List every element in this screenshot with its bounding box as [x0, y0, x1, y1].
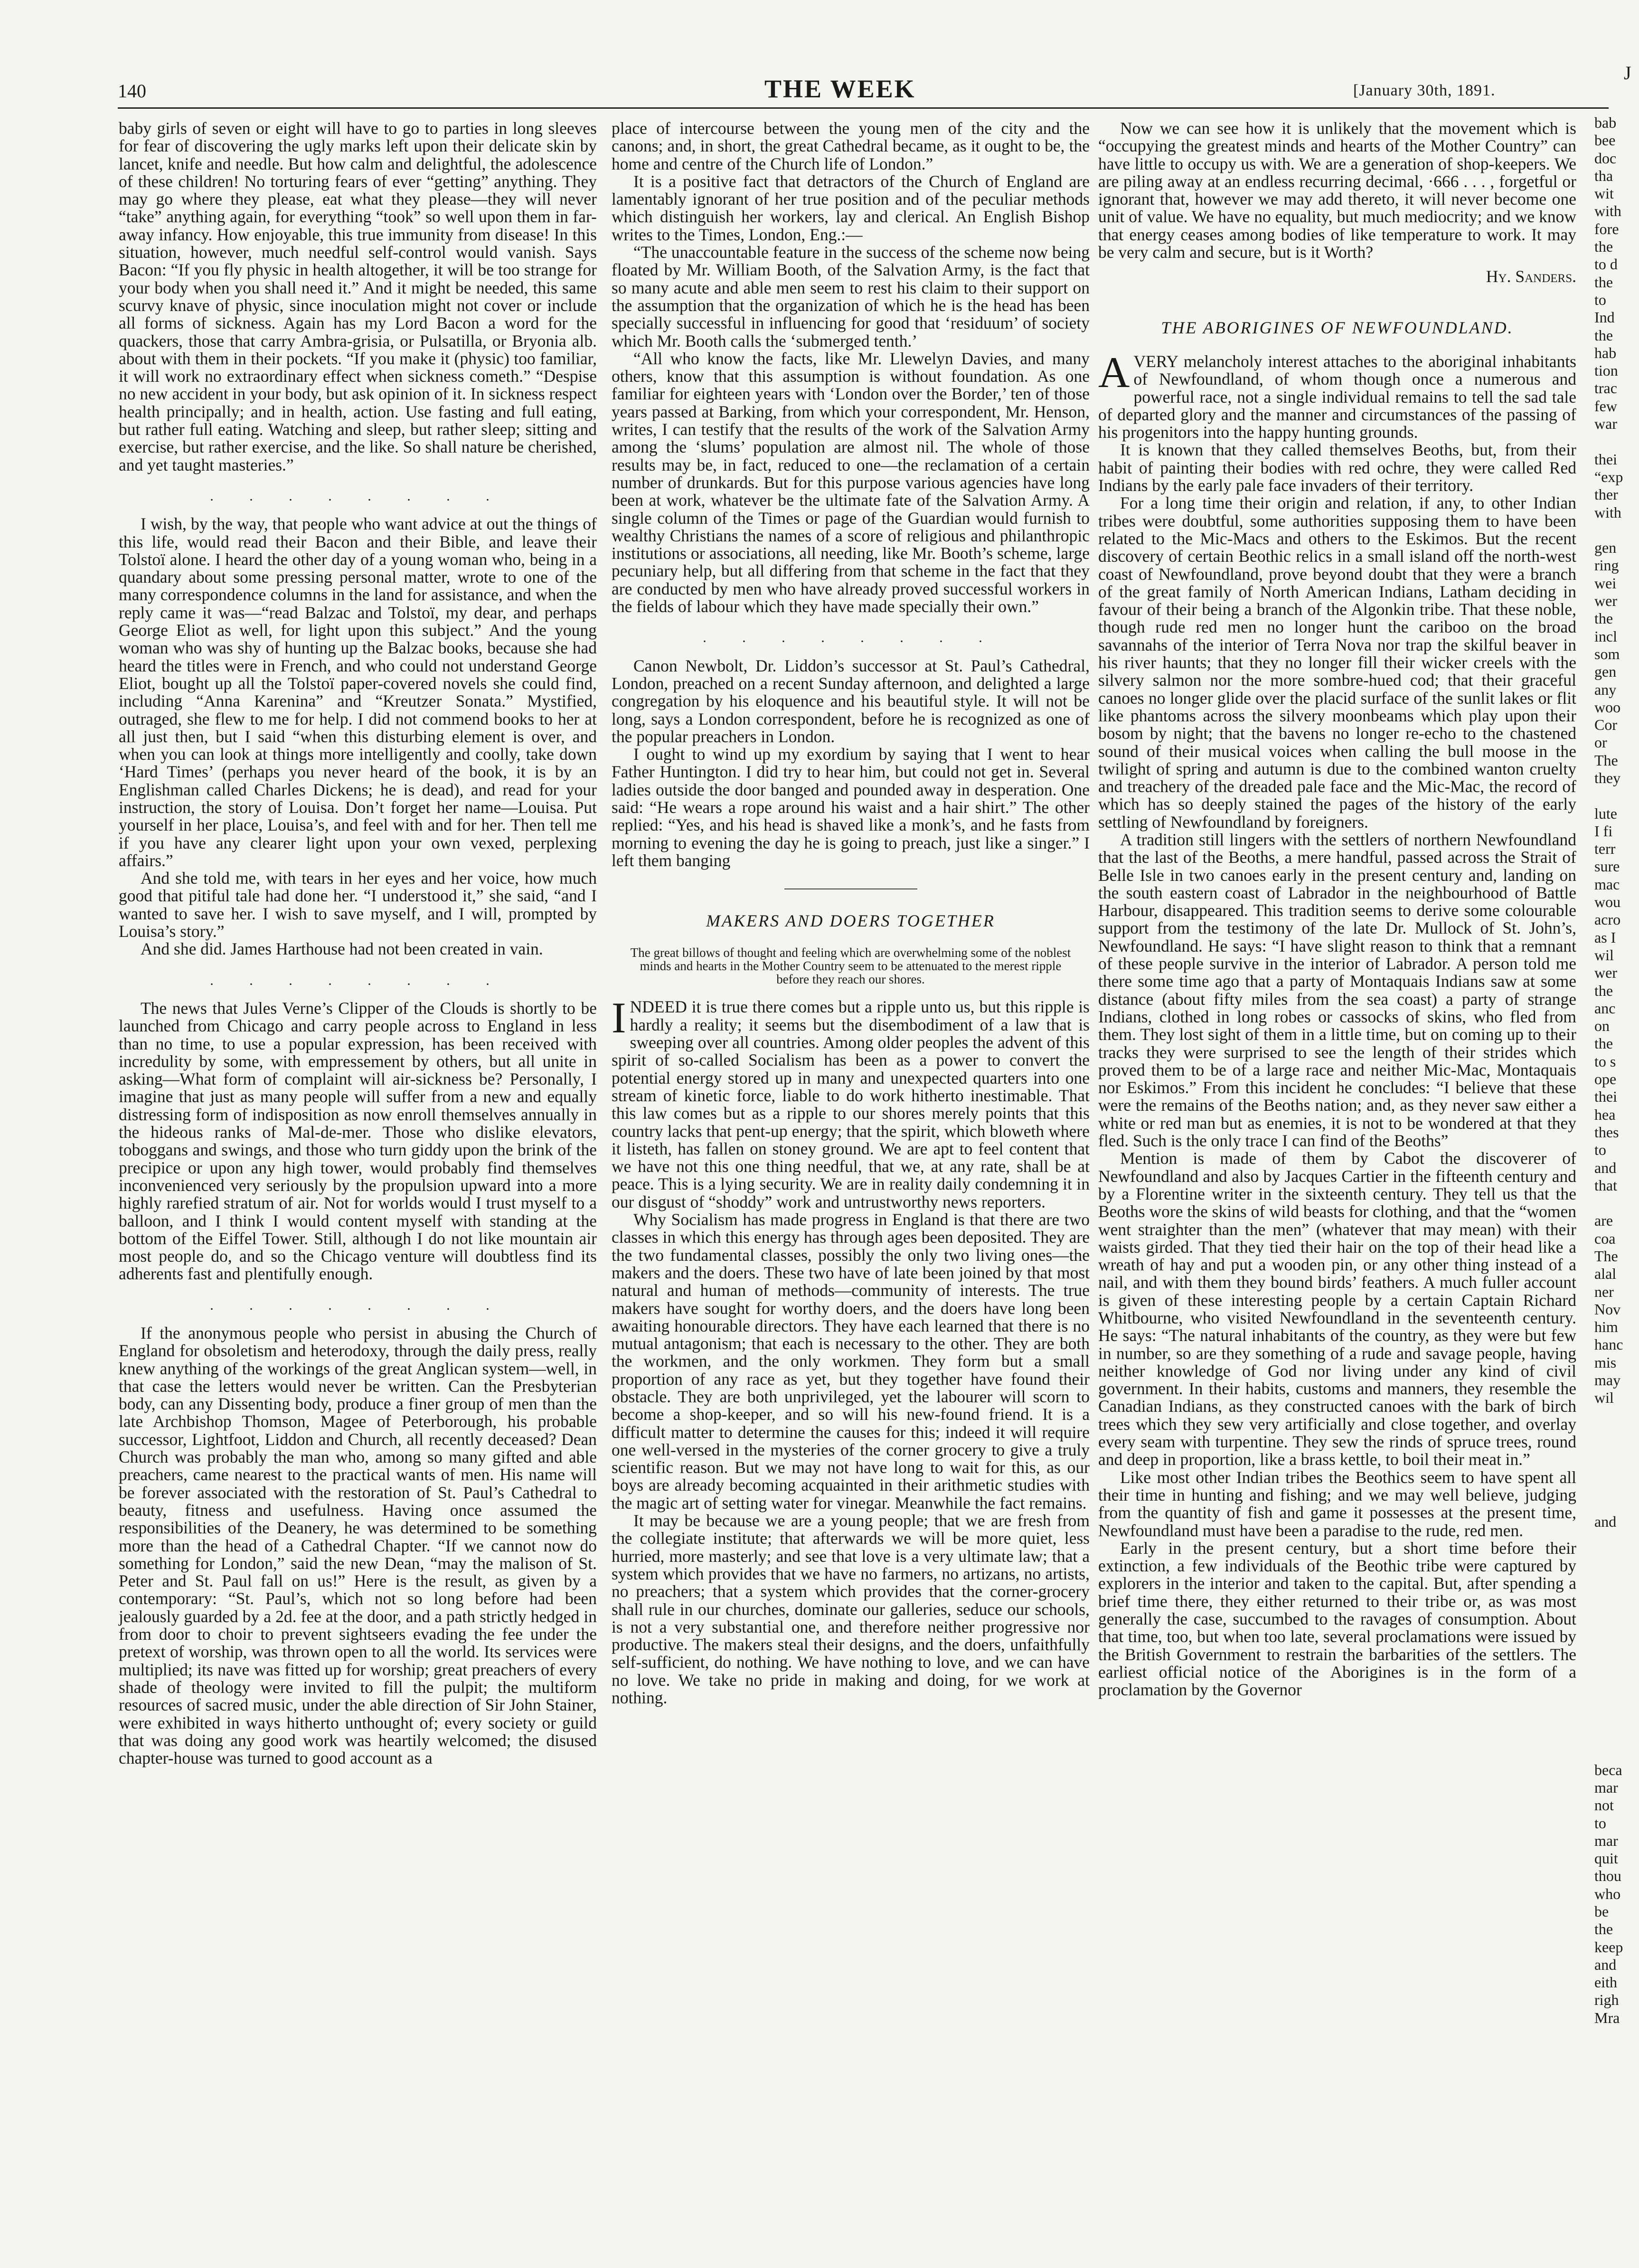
next-page-line-fragment: are	[1594, 1212, 1613, 1229]
paragraph: baby girls of seven or eight will have to go to parties in long sleeves for fear of discovering the ugly marks left upon their delicate skin by lancet, knife and needle. But how calm and delightful, the adolescence of these children! No torturing fears of ever “getting” anything. They may go where they please, eat what they please—they will never “take” anything again, for everything “took” so well upon them in far-away infancy. How enjoyable, this true immunity from disease! In this situation, however, much needful self-control would vanish. Says Bacon: “If you fly physic in health altogether, it will be too strange for your body when you shall need it.” And it might be needed, this same scurvy knave of physic, since inoculation might not cover or include all forms of sickness. Again has my Lord Bacon a word for the quackers, those that carry Ambra-grisia, or Pulsatilla, or Bryonia alb. about with them in their pockets. “If you make it (physic) too familiar, it will work no extraordinary effect when sickness cometh.” “Despise no new accident in your body, but ask opinion of it. In sickness respect health principally; and in health, action. Use fasting and full eating, but rather full eating. Watching and sleep, but rather sleep; sitting and exercise, but rather exercise, and the like. So shall nature be cherished, and yet taught masteries.”	[119, 119, 597, 474]
next-page-line-fragment: the	[1594, 326, 1613, 344]
next-page-line-fragment: Mra	[1594, 2009, 1620, 2026]
next-page-line-fragment: with	[1594, 202, 1621, 220]
paragraph-text: VERY melancholy interest attaches to the aboriginal inhabitants of Newfoundland, of whom though once a numerous and powerful race, not a single individual remains to tell the sad tale of departed glory and the manner and circumstances of the passing of his progenitors into the happy hunting grounds.	[1098, 351, 1576, 442]
next-page-line-fragment: thou	[1594, 1867, 1621, 1885]
section-divider-dots: . . . . . . . .	[210, 1297, 506, 1313]
next-page-line-fragment: wou	[1594, 893, 1621, 911]
next-page-line-fragment: mar	[1594, 1778, 1618, 1796]
paragraph: I wish, by the way, that people who want advice at out the things of this life, would read their Bacon and their Bible, and leave their Tolstoï alone. I heard the other day of a young woman who, being in a quandary about some pressing personal matter, wrote to one of the many correspondence columns in the land for assistance, and when the reply came it was—“read Balzac and Tolstoï, my dear, and perhaps George Eliot as well, for light upon this subject.” And the young woman who was shy of hunting up the Balzac books, because she had heard the titles were in French, and who could not understand George Eliot, bought up all the Tolstoï paper-covered novels she could find, including “Anna Karenina” and “Kreutzer Sonata.” Mystified, outraged, she flew to me for help. I did not commend books to her at all just then, but I said “when this disturbing element is over, and when you can look at things more intelligently and coolly, take down ‘Hard Times’ (perhaps you never heard of the book, it is by an Englishman called Charles Dickens; he is dead), and read for your instruction, the story of Louisa. Don’t forget her name—Louisa. Put yourself in her place, Louisa’s, and feel with and for her. Then tell me if you have any clearer light upon your own vexed, perplexing affairs.”	[119, 514, 597, 870]
next-page-line-fragment	[1594, 1690, 1639, 1708]
next-page-line-fragment: wei	[1594, 574, 1617, 592]
next-page-line-fragment: hea	[1594, 1106, 1616, 1123]
article-headline: THE ABORIGINES OF NEWFOUNDLAND.	[1161, 318, 1514, 337]
next-page-line-fragment: bab	[1594, 114, 1617, 131]
next-page-line-fragment	[1594, 1460, 1639, 1478]
next-page-line-fragment	[1594, 1673, 1639, 1690]
next-page-line-fragment: keep	[1594, 1938, 1623, 1956]
next-page-line-fragment: as I	[1594, 928, 1616, 946]
column-middle	[612, 120, 1090, 1707]
next-page-line-fragment: to d	[1594, 255, 1618, 273]
next-page-line-fragment: thei	[1594, 1088, 1617, 1106]
next-page-line-fragment: bee	[1594, 132, 1616, 149]
next-page-line-fragment: him	[1594, 1318, 1618, 1336]
next-page-line-fragment: sure	[1594, 858, 1620, 875]
next-page-line-fragment	[1594, 1708, 1639, 1726]
paragraph-with-dropcap	[612, 993, 1090, 1211]
next-page-line-fragment: few	[1594, 397, 1617, 415]
paragraph-with-dropcap	[1098, 348, 1576, 442]
next-page-line-fragment	[1594, 1637, 1639, 1655]
next-page-line-fragment: terr	[1594, 840, 1616, 858]
next-page-line-fragment: mis	[1594, 1353, 1617, 1371]
masthead-title: THE WEEK	[764, 75, 916, 103]
drop-cap: A	[1098, 348, 1130, 397]
next-page-line-fragment: incl	[1594, 627, 1617, 645]
paragraph: “All who know the facts, like Mr. Llewelyn Davies, and many others, know that this assumption is without foundation. As one familiar for eighteen years with ‘London over the Border,’ ten of those years passed at Barking, from which your correspondent, Mr. Henson, writes, I can testify that the results of the work of the Salvation Army among the ‘slums’ population are almost nil. The whole of those results may be, in fact, reduced to one—the reclamation of a certain number of drunkards. But for this purpose various agencies have long been at work, whatever be the ultimate fate of the Salvation Army. A single column of the Times or page of the Guardian would furnish to wealthy Christians the names of a score of religious and philanthropic institutions or associations, all needing, like Mr. Booth’s scheme, large pecuniary help, but all differing from that scheme in the fact that they are conducted by men who have already proved successful workers in the fields of labour which they have made specially their own.”	[612, 349, 1090, 616]
next-page-line-fragment: Ind	[1594, 309, 1615, 326]
next-page-line-fragment: gen	[1594, 539, 1617, 557]
next-page-line-fragment: thei	[1594, 450, 1617, 468]
author-signature: Hy. Sanders.	[1486, 267, 1576, 286]
paragraph: Early in the present century, but a short time before their extinction, a few individuals of the Beothic tribe were captured by explorers in the interior and taken to the capital. But, after spending a brief time there, they either returned to their tribe or, as was most generally the case, succumbed to the ravages of consumption. About that time, too, but when too late, several proclamations were issued by the British Government to restrain the barbarities of the settlers. The earliest official notice of the Aborigines is in the form of a proclamation by the Governor	[1098, 1538, 1576, 1700]
next-page-line-fragment	[1594, 1194, 1639, 1212]
next-page-line-fragment: may	[1594, 1371, 1621, 1389]
article-headline: MAKERS AND DOERS TOGETHER	[706, 911, 995, 931]
next-page-line-fragment: som	[1594, 645, 1620, 662]
next-page-line-fragment	[1594, 1425, 1639, 1442]
next-page-line-fragment: righ	[1594, 1991, 1619, 2009]
next-page-line-fragment	[1594, 1478, 1639, 1495]
drop-cap: I	[612, 993, 626, 1042]
next-page-line-fragment: trac	[1594, 379, 1617, 397]
next-page-line-fragment: and	[1594, 1513, 1617, 1531]
next-page-line-fragment: wil	[1594, 1389, 1614, 1407]
next-page-line-fragment: doc	[1594, 149, 1617, 167]
next-page-line-fragment: Nov	[1594, 1300, 1621, 1318]
page-number: 140	[118, 80, 146, 102]
next-page-line-fragment: the	[1594, 1035, 1613, 1052]
next-page-line-fragment: on	[1594, 1017, 1610, 1035]
next-page-line-fragment	[1594, 521, 1639, 539]
paragraph: It is known that they called themselves Beoths, but, from their habit of painting their bodies with red ochre, they were called Red Indians by the early pale face invaders of their territory.	[1098, 440, 1576, 495]
next-page-line-fragment: eith	[1594, 1974, 1617, 1991]
next-page-line-fragment	[1594, 1442, 1639, 1460]
paragraph: Mention is made of them by Cabot the discoverer of Newfoundland and also by Jacques Cartier in the fifteenth century and by a Florentine writer in the sixteenth century. They tell us that the Beoths wore the skins of wild beasts for clothing, and that the “women went straighter than the men” (whatever that may mean) with their waists girded. That they tied their hair on the top of their head like a wreath of hay and put a wooden pin, or any other thing instead of a nail, and with them they bound birds’ feathers. A much fuller account is given of these interesting people by a certain Captain Richard Whitbourne, who visited Newfoundland in the seventeenth century. He says: “The natural inhabitants of the country, as they were but few in number, so are they something of a rude and savage people, having neither knowledge of God nor living under any kind of civil government. In their habits, customs and manners, they resemble the Canadian Indians, as they constructed canoes with the bark of birch trees which they sew very artificially and close together, and overlay every seam with turpentine. They sew the rinds of spruce trees, round and deep in proportion, like a brass kettle, to boil their meat in.”	[1098, 1149, 1576, 1469]
header-rule	[118, 107, 1609, 109]
next-page-line-fragment: or	[1594, 734, 1607, 751]
paragraph: If the anonymous people who persist in abusing the Church of England for obsoletism and heterodoxy, through the daily press, really knew anything of the workings of the great Anglican system—well, in that case the letters would never be written. Can the Presbyterian body, can any Dissenting body, produce a finer group of men than the late Archbishop Thomson, Magee of Peterborough, his probable successor, Lightfoot, Liddon and Church, all recently deceased? Dean Church was probably the man who, among so many gifted and able preachers, came nearest to the practical wants of men. His name will be forever associated with the restoration of St. Paul’s Cathedral to beauty, fitness and usefulness. Having once assumed the responsibilities of the Deanery, he was determined to be something more than the head of a Cathedral Chapter. “If we cannot now do something for London,” said the new Dean, “may the malison of St. Peter and St. Paul fall on us!” Here is the result, as given by a contemporary: “St. Paul’s, which not so long before had been jealously guarded by a 2d. fee at the door, and a path strictly hedged in from door to choir to prevent sightseers evading the fee under the pretext of worship, was thrown open to all the world. Its services were multiplied; its nave was fitted up for worship; great preachers of every shade of theology were invited to fill the pulpit; the multiform resources of sacred music, under the able direction of Sir John Stainer, were exhibited in ways hitherto unthought of; every society or guild that was doing any good work was heartily welcomed; the disused chapter-house was turned to good account as a	[119, 1323, 597, 1768]
next-page-line-fragment: alal	[1594, 1265, 1617, 1283]
next-page-line-fragment: gen	[1594, 663, 1617, 680]
paragraph: And she told me, with tears in her eyes and her voice, how much good that pitiful tale had done her. “I understood it,” she said, “and I wanted to save her. I wish to save myself, and I will, prompted by Louisa’s story.”	[119, 869, 597, 941]
paragraph: “The unaccountable feature in the success of the scheme now being floated by Mr. William Booth, of the Salvation Army, is the fact that so many acute and able men seem to rest his claim to their support on the assumption that the organization of which he is the head has been specially successful in influencing for good that ‘residuum’ of society which Mr. Booth calls the ‘submerged tenth.’	[612, 243, 1090, 350]
next-page-line-fragment: be	[1594, 1902, 1609, 1920]
next-page-line-fragment: wil	[1594, 946, 1614, 964]
next-page-line-fragment: they	[1594, 769, 1621, 786]
section-divider-dots: . . . . . . . .	[210, 972, 506, 988]
next-page-line-fragment: to	[1594, 1141, 1606, 1159]
next-page-line-fragment: The	[1594, 751, 1618, 769]
next-page-line-fragment: and	[1594, 1159, 1617, 1176]
next-page-line-fragment: the	[1594, 610, 1613, 627]
paragraph: Why Socialism has made progress in England is that there are two classes in which this energy has through ages been deposited. They are the two fundamental classes, possibly the only two living ones—the makers and the doers. These two have of late been joined by that most natural and human of methods—community of interests. The true makers have sought for worthy doers, and the doers have long been awaiting honourable directors. They have each learned that there is no mutual antagonism; that each is necessary to the other. They are both the workmen, and the only workmen. They form but a small proportion of any race as yet, but they together have found their obstacle. They are both unprivileged, yet the labourer will scorn to become a shop-keeper, and so will his new-found friend. It is a difficult matter to determine the causes for this; indeed it will require one well-versed in the mysteries of the corner grocery to give a truly scientific reason. But we may not have long to wait for this, as our boys are already becoming acquainted in their arithmetic studies with the magic art of setting water for vinegar. Meanwhile the fact remains.	[612, 1210, 1090, 1512]
next-page-line-fragment: the	[1594, 238, 1613, 255]
next-page-line-fragment: Cor	[1594, 716, 1617, 734]
paragraph: Now we can see how it is unlikely that the movement which is “occupying the greatest minds and hearts of the Mother Country” can have little to occupy us with. We are a generation of shop-keepers. We are piling away at an endless recurring decimal, ·666 . . . , forgetful or ignorant that, however we may add thereto, it will never become one unit of value. We have no equality, but much mediocrity; and we know that energy ceases among bodies of like temperature to work. It may be very calm and secure, but is it Worth?	[1098, 119, 1576, 262]
next-page-line-fragment: mar	[1594, 1832, 1618, 1849]
next-page-line-fragment: hanc	[1594, 1336, 1623, 1353]
next-page-line-fragment	[1594, 1531, 1639, 1549]
next-page-line-fragment: fore	[1594, 220, 1619, 237]
next-page-line-fragment: I fi	[1594, 822, 1613, 840]
next-page-line-fragment: tha	[1594, 167, 1613, 184]
next-page-top-letter: J	[1624, 62, 1631, 84]
next-page-line-fragment: lute	[1594, 804, 1617, 822]
next-page-line-fragment: hab	[1594, 344, 1617, 361]
article-separator-rule	[784, 888, 917, 889]
next-page-line-fragment	[1594, 433, 1639, 450]
next-page-line-fragment: with	[1594, 503, 1621, 521]
section-divider-dots: . . . . . . . .	[703, 630, 998, 646]
paragraph: A tradition still lingers with the settlers of northern Newfoundland that the last of the Beoths, a mere handful, passed across the Strait of Belle Isle in two canoes early in the present century and, landing on the south eastern coast of Labrador in the neighbourhood of Battle Harbour, disappeared. This tradition seems to derive some colourable support from the testimony of the late Dr. Mullock of St. John’s, Newfoundland. He says: “I have slight reason to think that a remnant of these people survive in the interior of Labrador. A person told me there some time ago that a party of Montaquais Indians saw at some distance (about fifty miles from the sea coast) a party of strange Indians, clothed in long robes or cassocks of skins, who fled from them. They lost sight of them in a little time, but on coming up to their tracks they were surprised to see the length of their strides which proved them to be of a large race and neither Mic-Mac, Montaquais nor Eskimos.” From this incident he concludes: “I believe that these were the remains of the Beoths nation; and, as they never saw either a white or red man but as enemies, it is not to be wondered at that they fled. Such is the only trace I can find of the Beoths”	[1098, 830, 1576, 1151]
paragraph: For a long time their origin and relation, if any, to other Indian tribes were doubtful, some authorities supposing them to have been related to the Mic-Macs and others to the Eskimos. But the recent discovery of certain Beothic relics in a small island off the north-west coast of Newfoundland, prove beyond doubt that they were a branch of the great family of North American Indians, Latham deciding in favour of their being a branch of the Algonkin tribe. That these noble, though rude red men no longer hunt the cariboo on the broad savannahs of the interior of Terra Nova nor trap the skilful beaver in his river haunts; that they no longer fill their wicker creels with the silvery salmon nor the more sombre-hued cod; that their graceful canoes no longer glide over the placid surface of the sunlit lakes or flit like phantoms across the silvery moonbeams which play upon their bosom by night; that the bavens no longer re-echo to the chastened sound of their musical voices when calling the bull moose in the twilight of spring and autumn is due to the combined wanton cruelty and treachery of the dreaded pale face and the Mic-Mac, the record of which has so deeply stained the pages of the history of the early settling of Newfoundland by foreigners.	[1098, 493, 1576, 832]
column-right	[1098, 120, 1576, 1699]
next-page-line-fragment	[1594, 1566, 1639, 1584]
next-page-line-fragment: the	[1594, 982, 1613, 999]
section-divider-dots: . . . . . . . .	[210, 488, 506, 504]
paragraph: place of intercourse between the young men of the city and the canons; and, in short, the great Cathedral became, as it ought to be, the home and centre of the Church life of London.”	[612, 119, 1090, 173]
next-page-line-fragment: ring	[1594, 557, 1619, 574]
next-page-line-fragment: wit	[1594, 185, 1614, 202]
next-page-line-fragment: the	[1594, 273, 1613, 291]
paragraph: The news that Jules Verne’s Clipper of the Clouds is shortly to be launched from Chicago and carry people across to England in less than no time, to use a popular expression, has been received with incredulity by some, with empressement by others, but all unite in asking—What form of complaint will air-sickness be? Personally, I imagine that just as many people will suffer from a new and equally distressing form of indisposition as now enroll themselves annually in the hideous ranks of Mal-de-mer. Those who dislike elevators, toboggans and swings, and those who turn giddy upon the brink of the precipice or upon any high tower, would probably find themselves inconvenienced very seriously by the propulsion upward into a more highly rarefied stratum of air. Not for worlds would I trust myself to a balloon, and I think I would content myself with standing at the bottom of the Eiffel Tower. Still, although I do not like mountain air most people do, and so the Chicago venture will doubtless find its adherents fast and plentifully enough.	[119, 998, 597, 1284]
next-page-line-fragment: ope	[1594, 1070, 1617, 1088]
next-page-line-fragment	[1594, 1619, 1639, 1637]
next-page-line-fragment: The	[1594, 1247, 1618, 1265]
next-page-line-fragment: quit	[1594, 1850, 1618, 1867]
next-page-line-fragment: any	[1594, 680, 1617, 698]
next-page-line-fragment: wer	[1594, 592, 1617, 610]
next-page-line-fragment: who	[1594, 1885, 1621, 1902]
next-page-line-fragment: war	[1594, 415, 1617, 433]
paragraph: I ought to wind up my exordium by saying that I went to hear Father Huntington. I did try to hear him, but could not get in. Several ladies outside the door banged and pounded away in desperation. One said: “He wears a rope around his waist and a hair shirt.” The other replied: “Yes, and his head is shaved like a monk’s, and he fasts from morning to evening the day he is going to preach, just like a singer.” I left them banging	[612, 745, 1090, 870]
next-page-line-fragment	[1594, 1726, 1639, 1743]
article-epigraph: The great billows of thought and feeling which are overwhelming some of the noblest minds and hearts in the Mother Country seem to be attenuated to the merest ripple before they reach our shores.	[630, 945, 1071, 987]
next-page-line-fragment: woo	[1594, 698, 1621, 716]
next-page-line-fragment	[1594, 1407, 1639, 1425]
next-page-line-fragment: that	[1594, 1176, 1617, 1194]
paragraph: It may be because we are a young people; that we are fresh from the collegiate institute; that afterwards we will be more quiet, less hurried, more masterly; and see that love is a very ultimate law; that a system which provides that we have no farmers, no artizans, no artists, no preachers; that a system which provides that the corner-grocery shall rule in our churches, dominate our galleries, seduce our schools, is not a very substantial one, and therefore neither progressive nor productive. The makers steal their designs, and the doers, unfaithfully self-sufficient, do nothing. We have nothing to love, and we can have no love. We take no pride in making and doing, for we work at nothing.	[612, 1511, 1090, 1708]
next-page-line-fragment	[1594, 1602, 1639, 1619]
next-page-line-fragment	[1594, 787, 1639, 804]
next-page-line-fragment: beca	[1594, 1761, 1622, 1778]
paragraph: Like most other Indian tribes the Beothics seem to have spent all their time in hunting and fishing; and we may well believe, judging from the quantity of fish and game it possesses at the present time, Newfoundland must have been a paradise to the rude, red men.	[1098, 1467, 1576, 1540]
next-page-line-fragment	[1594, 1495, 1639, 1513]
paragraph: It is a positive fact that detractors of the Church of England are lamentably ignorant of her true position and of the peculiar methods which distinguish her workers, lay and clerical. An English Bishop writes to the Times, London, Eng.:—	[612, 171, 1090, 244]
next-page-line-fragment: ther	[1594, 486, 1618, 503]
next-page-line-fragment: to s	[1594, 1052, 1616, 1070]
next-page-line-fragment	[1594, 1549, 1639, 1566]
paragraph: Canon Newbolt, Dr. Liddon’s successor at St. Paul’s Cathedral, London, preached on a recent Sunday afternoon, and delighted a large congregation by his eloquence and his beautiful style. It will not be long, says a London correspondent, before he is recognized as one of the popular preachers in London.	[612, 656, 1090, 746]
paragraph: And she did. James Harthouse had not been created in vain.	[141, 939, 543, 959]
next-page-line-fragment: not	[1594, 1796, 1614, 1814]
next-page-line-fragment: mac	[1594, 875, 1620, 893]
next-page-line-fragment: thes	[1594, 1123, 1619, 1141]
next-page-line-fragment: coa	[1594, 1229, 1616, 1247]
issue-date: [January 30th, 1891.	[1353, 82, 1496, 99]
next-page-line-fragment: tion	[1594, 362, 1618, 379]
next-page-line-fragment: ner	[1594, 1283, 1614, 1300]
column-left	[119, 120, 597, 1767]
next-page-line-fragment: acro	[1594, 911, 1621, 928]
next-page-line-fragment: to	[1594, 291, 1606, 308]
next-page-line-fragment	[1594, 1743, 1639, 1761]
next-page-line-fragment: “exp	[1594, 468, 1623, 485]
next-page-line-fragment	[1594, 1584, 1639, 1602]
next-page-line-fragment: anc	[1594, 999, 1616, 1017]
next-page-line-fragment	[1594, 1655, 1639, 1673]
paragraph-text: NDEED it is true there comes but a ripple unto us, but this ripple is hardly a reality; it seems but the disembodiment of a law that is sweeping over all countries. Among older peoples the advent of this spirit of so-called Socialism has been as a power to convert the potential energy stored up in many and unexpected quarters into one stream of kinetic force, liable to do work hitherto inestimable. That this law comes but as a ripple to our shores merely points that this country lacks that pent-up energy; that the spirit, which bloweth where it listeth, has fallen on stoney ground. We are apt to feel content that we have not this one thing needful, that we, at any rate, shall be at peace. This is a lying security. We are in reality daily condemning it in our disgust of “shoddy” work and untrustworthy news reporters.	[612, 997, 1090, 1211]
next-page-line-fragment: to	[1594, 1814, 1606, 1832]
next-page-edge	[1594, 114, 1639, 2268]
next-page-line-fragment: wer	[1594, 964, 1617, 982]
next-page-line-fragment: and	[1594, 1956, 1617, 1973]
next-page-line-fragment: the	[1594, 1920, 1613, 1938]
